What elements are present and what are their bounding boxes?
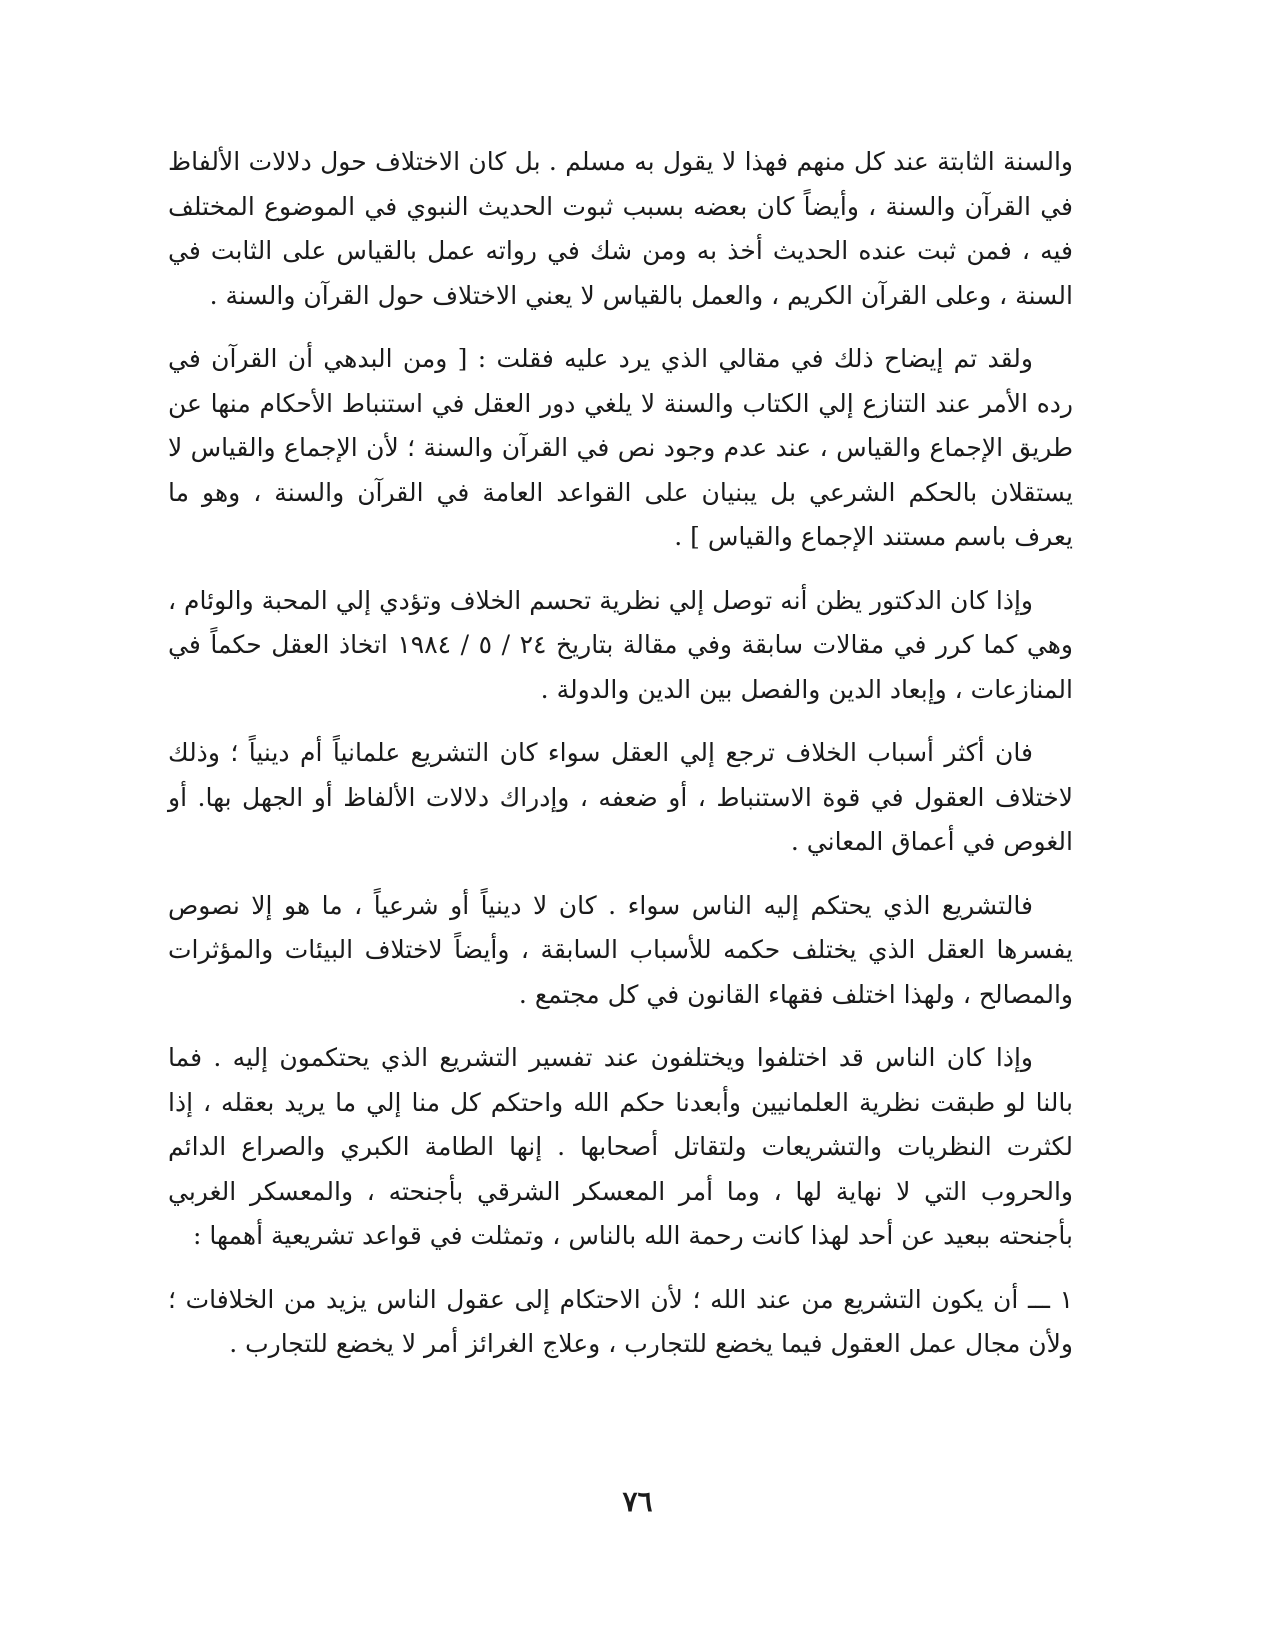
- paragraph-2: ولقد تم إيضاح ذلك في مقالي الذي يرد عليه فقلت : [ ومن البدهي أن القرآن في رده الأمر عند التنازع إلي الكتاب والسنة لا يلغي دور العقل في استنباط الأحكام منها عن طريق الإجماع والقياس ، عند عدم وجود نص في القرآن والسنة ؛ لأن الإجماع والقياس لا يستقلان بالحكم الشرعي بل يبنيان على القواعد العامة في القرآن والسنة ، وهو ما يعرف باسم مستند الإجماع والقياس ] .: [168, 344, 1073, 551]
- paragraph-7: ١ ـــ أن يكون التشريع من عند الله ؛ لأن الاحتكام إلى عقول الناس يزيد من الخلافات ؛ ولأن مجال عمل العقول فيما يخضع للتجارب ، وعلاج الغرائز أمر لا يخضع للتجارب .: [168, 1284, 1073, 1358]
- paragraph-1: والسنة الثابتة عند كل منهم فهذا لا يقول به مسلم . بل كان الاختلاف حول دلالات الألفاظ في القرآن والسنة ، وأيضاً كان بعضه بسبب ثبوت الحديث النبوي في الموضوع المختلف فيه ، فمن ثبت عنده الحديث أخذ به ومن شك في رواته عمل بالقياس على الثابت في السنة ، وعلى القرآن الكريم ، والعمل بالقياس لا يعني الاختلاف حول القرآن والسنة .: [168, 147, 1073, 310]
- page-number: ٧٦: [622, 1485, 653, 1518]
- paragraph-5: فالتشريع الذي يحتكم إليه الناس سواء . كان لا دينياً أو شرعياً ، ما هو إلا نصوص يفسرها العقل الذي يختلف حكمه للأسباب السابقة ، وأيضاً لاختلاف البيئات والمؤثرات والمصالح ، ولهذا اختلف فقهاء القانون في كل مجتمع .: [168, 890, 1073, 1009]
- paragraph-3: وإذا كان الدكتور يظن أنه توصل إلي نظرية تحسم الخلاف وتؤدي إلي المحبة والوئام ، وهي كما كرر في مقالات سابقة وفي مقالة بتاريخ ٢٤ / ٥ / ١٩٨٤ اتخاذ العقل حكماً في المنازعات ، وإبعاد الدين والفصل بين الدين والدولة .: [168, 585, 1073, 704]
- paragraph-6: وإذا كان الناس قد اختلفوا ويختلفون عند تفسير التشريع الذي يحتكمون إليه . فما بالنا لو طبقت نظرية العلمانيين وأبعدنا حكم الله واحتكم كل منا إلي ما يريد بعقله ، إذا لكثرت النظريات والتشريعات ولتقاتل أصحابها . إنها الطامة الكبري والصراع الدائم والحروب التي لا نهاية لها ، وما أمر المعسكر الشرقي بأجنحته ، والمعسكر الغربي بأجنحته ببعيد عن أحد لهذا كانت رحمة الله بالناس ، وتمثلت في قواعد تشريعية أهمها :: [168, 1043, 1073, 1250]
- paragraph-4: فان أكثر أسباب الخلاف ترجع إلي العقل سواء كان التشريع علمانياً أم دينياً ؛ وذلك لاختلاف العقول في قوة الاستنباط ، أو ضعفه ، وإدراك دلالات الألفاظ أو الجهل بها. أو الغوص في أعماق المعاني .: [168, 738, 1073, 856]
- body-text: [168, 140, 1073, 1386]
